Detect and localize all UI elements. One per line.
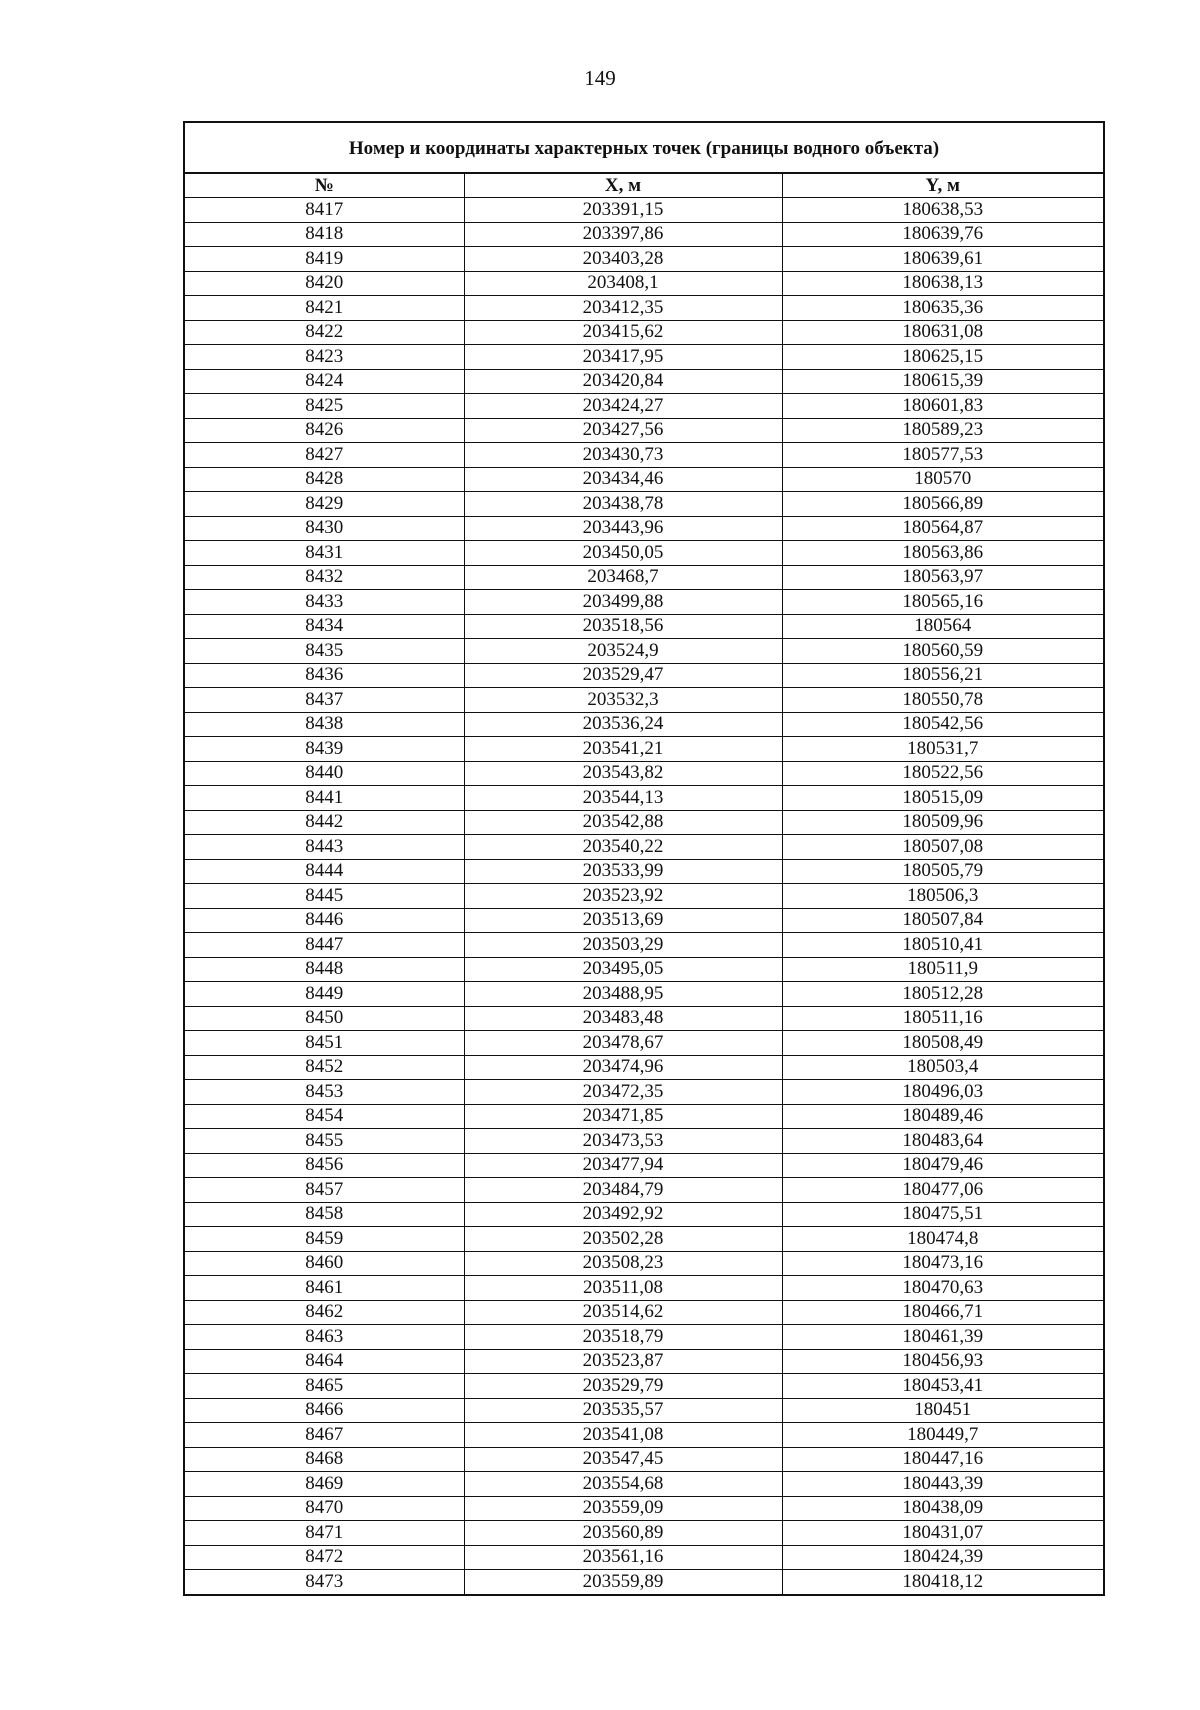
point-number-cell: 8465: [185, 1374, 464, 1399]
x-coordinate-cell: 203443,96: [464, 516, 782, 541]
y-coordinate-cell: 180496,03: [782, 1080, 1103, 1105]
point-number-cell: 8424: [185, 369, 464, 394]
y-coordinate-cell: 180438,09: [782, 1496, 1103, 1521]
table-row: [185, 565, 1103, 590]
y-coordinate-cell: 180507,08: [782, 835, 1103, 860]
table-row: [185, 516, 1103, 541]
point-number-cell: 8468: [185, 1447, 464, 1472]
x-coordinate-cell: 203477,94: [464, 1153, 782, 1178]
y-coordinate-cell: 180505,79: [782, 859, 1103, 884]
y-coordinate-cell: 180477,06: [782, 1178, 1103, 1203]
x-coordinate-cell: 203535,57: [464, 1398, 782, 1423]
y-coordinate-cell: 180470,63: [782, 1276, 1103, 1301]
x-coordinate-cell: 203488,95: [464, 982, 782, 1007]
table-header-row: [185, 174, 1103, 198]
point-number-cell: 8418: [185, 222, 464, 247]
point-number-cell: 8464: [185, 1349, 464, 1374]
point-number-cell: 8453: [185, 1080, 464, 1105]
x-coordinate-cell: 203532,3: [464, 688, 782, 713]
point-number-cell: 8429: [185, 492, 464, 517]
y-coordinate-cell: 180483,64: [782, 1129, 1103, 1154]
point-number-cell: 8439: [185, 737, 464, 762]
point-number-cell: 8430: [185, 516, 464, 541]
header-y: Y, м: [782, 174, 1103, 198]
x-coordinate-cell: 203415,62: [464, 320, 782, 345]
point-number-cell: 8437: [185, 688, 464, 713]
y-coordinate-cell: 180453,41: [782, 1374, 1103, 1399]
header-x: X, м: [464, 174, 782, 198]
table-row: [185, 1129, 1103, 1154]
table-row: [185, 1153, 1103, 1178]
x-coordinate-cell: 203492,92: [464, 1202, 782, 1227]
table-row: [185, 1251, 1103, 1276]
point-number-cell: 8423: [185, 345, 464, 370]
table-row: [185, 908, 1103, 933]
y-coordinate-cell: 180509,96: [782, 810, 1103, 835]
y-coordinate-cell: 180560,59: [782, 639, 1103, 664]
table-row: [185, 443, 1103, 468]
point-number-cell: 8447: [185, 933, 464, 958]
table-row: [185, 345, 1103, 370]
y-coordinate-cell: 180474,8: [782, 1227, 1103, 1252]
x-coordinate-cell: 203536,24: [464, 712, 782, 737]
point-number-cell: 8444: [185, 859, 464, 884]
table-row: [185, 369, 1103, 394]
table-row: [185, 957, 1103, 982]
y-coordinate-cell: 180570: [782, 467, 1103, 492]
x-coordinate-cell: 203543,82: [464, 761, 782, 786]
point-number-cell: 8471: [185, 1521, 464, 1546]
y-coordinate-cell: 180479,46: [782, 1153, 1103, 1178]
x-coordinate-cell: 203554,68: [464, 1472, 782, 1497]
table-row: [185, 1202, 1103, 1227]
table-row: [185, 1055, 1103, 1080]
table-body: [185, 198, 1103, 1594]
point-number-cell: 8440: [185, 761, 464, 786]
y-coordinate-cell: 180615,39: [782, 369, 1103, 394]
x-coordinate-cell: 203518,79: [464, 1325, 782, 1350]
table-row: [185, 859, 1103, 884]
x-coordinate-cell: 203420,84: [464, 369, 782, 394]
table-row: [185, 222, 1103, 247]
coordinates-table-frame: [183, 121, 1105, 1596]
y-coordinate-cell: 180564: [782, 614, 1103, 639]
point-number-cell: 8462: [185, 1300, 464, 1325]
x-coordinate-cell: 203561,16: [464, 1545, 782, 1570]
point-number-cell: 8438: [185, 712, 464, 737]
x-coordinate-cell: 203529,47: [464, 663, 782, 688]
y-coordinate-cell: 180475,51: [782, 1202, 1103, 1227]
table-row: [185, 712, 1103, 737]
table-row: [185, 394, 1103, 419]
x-coordinate-cell: 203495,05: [464, 957, 782, 982]
x-coordinate-cell: 203529,79: [464, 1374, 782, 1399]
x-coordinate-cell: 203434,46: [464, 467, 782, 492]
table-row: [185, 688, 1103, 713]
x-coordinate-cell: 203514,62: [464, 1300, 782, 1325]
table-row: [185, 1178, 1103, 1203]
point-number-cell: 8455: [185, 1129, 464, 1154]
y-coordinate-cell: 180510,41: [782, 933, 1103, 958]
point-number-cell: 8457: [185, 1178, 464, 1203]
x-coordinate-cell: 203483,48: [464, 1006, 782, 1031]
table-row: [185, 247, 1103, 272]
table-row: [185, 198, 1103, 223]
point-number-cell: 8467: [185, 1423, 464, 1448]
y-coordinate-cell: 180451: [782, 1398, 1103, 1423]
point-number-cell: 8442: [185, 810, 464, 835]
y-coordinate-cell: 180542,56: [782, 712, 1103, 737]
x-coordinate-cell: 203513,69: [464, 908, 782, 933]
y-coordinate-cell: 180489,46: [782, 1104, 1103, 1129]
point-number-cell: 8472: [185, 1545, 464, 1570]
x-coordinate-cell: 203472,35: [464, 1080, 782, 1105]
table-row: [185, 1104, 1103, 1129]
y-coordinate-cell: 180503,4: [782, 1055, 1103, 1080]
x-coordinate-cell: 203391,15: [464, 198, 782, 223]
table-row: [185, 1276, 1103, 1301]
table-row: [185, 1300, 1103, 1325]
y-coordinate-cell: 180506,3: [782, 884, 1103, 909]
x-coordinate-cell: 203503,29: [464, 933, 782, 958]
table-row: [185, 982, 1103, 1007]
point-number-cell: 8433: [185, 590, 464, 615]
point-number-cell: 8454: [185, 1104, 464, 1129]
x-coordinate-cell: 203533,99: [464, 859, 782, 884]
table-row: [185, 1447, 1103, 1472]
table-row: [185, 296, 1103, 321]
table-row: [185, 933, 1103, 958]
table-row: [185, 541, 1103, 566]
header-number: №: [185, 174, 464, 198]
x-coordinate-cell: 203559,89: [464, 1570, 782, 1594]
x-coordinate-cell: 203412,35: [464, 296, 782, 321]
point-number-cell: 8435: [185, 639, 464, 664]
point-number-cell: 8427: [185, 443, 464, 468]
point-number-cell: 8461: [185, 1276, 464, 1301]
point-number-cell: 8460: [185, 1251, 464, 1276]
y-coordinate-cell: 180461,39: [782, 1325, 1103, 1350]
x-coordinate-cell: 203499,88: [464, 590, 782, 615]
y-coordinate-cell: 180563,86: [782, 541, 1103, 566]
x-coordinate-cell: 203478,67: [464, 1031, 782, 1056]
x-coordinate-cell: 203547,45: [464, 1447, 782, 1472]
y-coordinate-cell: 180507,84: [782, 908, 1103, 933]
table-row: [185, 1031, 1103, 1056]
point-number-cell: 8458: [185, 1202, 464, 1227]
point-number-cell: 8445: [185, 884, 464, 909]
y-coordinate-cell: 180589,23: [782, 418, 1103, 443]
table-row: [185, 761, 1103, 786]
y-coordinate-cell: 180522,56: [782, 761, 1103, 786]
x-coordinate-cell: 203473,53: [464, 1129, 782, 1154]
x-coordinate-cell: 203540,22: [464, 835, 782, 860]
table-row: [185, 1521, 1103, 1546]
point-number-cell: 8443: [185, 835, 464, 860]
point-number-cell: 8432: [185, 565, 464, 590]
y-coordinate-cell: 180508,49: [782, 1031, 1103, 1056]
table-row: [185, 1080, 1103, 1105]
x-coordinate-cell: 203541,21: [464, 737, 782, 762]
x-coordinate-cell: 203474,96: [464, 1055, 782, 1080]
table-row: [185, 614, 1103, 639]
point-number-cell: 8449: [185, 982, 464, 1007]
table-row: [185, 590, 1103, 615]
x-coordinate-cell: 203430,73: [464, 443, 782, 468]
y-coordinate-cell: 180625,15: [782, 345, 1103, 370]
y-coordinate-cell: 180449,7: [782, 1423, 1103, 1448]
y-coordinate-cell: 180639,76: [782, 222, 1103, 247]
x-coordinate-cell: 203544,13: [464, 786, 782, 811]
y-coordinate-cell: 180556,21: [782, 663, 1103, 688]
table-row: [185, 467, 1103, 492]
y-coordinate-cell: 180473,16: [782, 1251, 1103, 1276]
x-coordinate-cell: 203542,88: [464, 810, 782, 835]
y-coordinate-cell: 180639,61: [782, 247, 1103, 272]
y-coordinate-cell: 180564,87: [782, 516, 1103, 541]
x-coordinate-cell: 203508,23: [464, 1251, 782, 1276]
y-coordinate-cell: 180550,78: [782, 688, 1103, 713]
x-coordinate-cell: 203541,08: [464, 1423, 782, 1448]
table-row: [185, 492, 1103, 517]
table-title: Номер и координаты характерных точек (границы водного объекта): [185, 123, 1103, 174]
x-coordinate-cell: 203511,08: [464, 1276, 782, 1301]
x-coordinate-cell: 203417,95: [464, 345, 782, 370]
table-row: [185, 1496, 1103, 1521]
y-coordinate-cell: 180563,97: [782, 565, 1103, 590]
x-coordinate-cell: 203524,9: [464, 639, 782, 664]
y-coordinate-cell: 180638,53: [782, 198, 1103, 223]
table-row: [185, 1423, 1103, 1448]
point-number-cell: 8446: [185, 908, 464, 933]
point-number-cell: 8452: [185, 1055, 464, 1080]
table-row: [185, 418, 1103, 443]
y-coordinate-cell: 180424,39: [782, 1545, 1103, 1570]
x-coordinate-cell: 203397,86: [464, 222, 782, 247]
point-number-cell: 8470: [185, 1496, 464, 1521]
x-coordinate-cell: 203403,28: [464, 247, 782, 272]
table-row: [185, 320, 1103, 345]
x-coordinate-cell: 203450,05: [464, 541, 782, 566]
point-number-cell: 8451: [185, 1031, 464, 1056]
y-coordinate-cell: 180511,9: [782, 957, 1103, 982]
x-coordinate-cell: 203523,87: [464, 1349, 782, 1374]
table-row: [185, 835, 1103, 860]
x-coordinate-cell: 203471,85: [464, 1104, 782, 1129]
y-coordinate-cell: 180466,71: [782, 1300, 1103, 1325]
table-row: [185, 1570, 1103, 1594]
table-row: [185, 1374, 1103, 1399]
table-row: [185, 1545, 1103, 1570]
point-number-cell: 8419: [185, 247, 464, 272]
table-row: [185, 1227, 1103, 1252]
point-number-cell: 8431: [185, 541, 464, 566]
y-coordinate-cell: 180447,16: [782, 1447, 1103, 1472]
x-coordinate-cell: 203408,1: [464, 271, 782, 296]
y-coordinate-cell: 180531,7: [782, 737, 1103, 762]
page-number: 149: [584, 66, 616, 90]
point-number-cell: 8441: [185, 786, 464, 811]
y-coordinate-cell: 180565,16: [782, 590, 1103, 615]
x-coordinate-cell: 203523,92: [464, 884, 782, 909]
point-number-cell: 8448: [185, 957, 464, 982]
point-number-cell: 8428: [185, 467, 464, 492]
y-coordinate-cell: 180515,09: [782, 786, 1103, 811]
table-row: [185, 1325, 1103, 1350]
table-row: [185, 663, 1103, 688]
y-coordinate-cell: 180638,13: [782, 271, 1103, 296]
y-coordinate-cell: 180601,83: [782, 394, 1103, 419]
y-coordinate-cell: 180635,36: [782, 296, 1103, 321]
y-coordinate-cell: 180443,39: [782, 1472, 1103, 1497]
point-number-cell: 8463: [185, 1325, 464, 1350]
point-number-cell: 8450: [185, 1006, 464, 1031]
table-row: [185, 786, 1103, 811]
point-number-cell: 8456: [185, 1153, 464, 1178]
table-row: [185, 1349, 1103, 1374]
point-number-cell: 8473: [185, 1570, 464, 1594]
point-number-cell: 8422: [185, 320, 464, 345]
x-coordinate-cell: 203560,89: [464, 1521, 782, 1546]
x-coordinate-cell: 203427,56: [464, 418, 782, 443]
y-coordinate-cell: 180577,53: [782, 443, 1103, 468]
x-coordinate-cell: 203559,09: [464, 1496, 782, 1521]
table-row: [185, 810, 1103, 835]
table-row: [185, 639, 1103, 664]
point-number-cell: 8434: [185, 614, 464, 639]
x-coordinate-cell: 203502,28: [464, 1227, 782, 1252]
x-coordinate-cell: 203484,79: [464, 1178, 782, 1203]
point-number-cell: 8421: [185, 296, 464, 321]
point-number-cell: 8420: [185, 271, 464, 296]
y-coordinate-cell: 180418,12: [782, 1570, 1103, 1594]
y-coordinate-cell: 180456,93: [782, 1349, 1103, 1374]
table-row: [185, 1006, 1103, 1031]
table-row: [185, 1398, 1103, 1423]
table-row: [185, 271, 1103, 296]
y-coordinate-cell: 180566,89: [782, 492, 1103, 517]
y-coordinate-cell: 180512,28: [782, 982, 1103, 1007]
y-coordinate-cell: 180631,08: [782, 320, 1103, 345]
table-row: [185, 884, 1103, 909]
point-number-cell: 8459: [185, 1227, 464, 1252]
x-coordinate-cell: 203438,78: [464, 492, 782, 517]
point-number-cell: 8426: [185, 418, 464, 443]
y-coordinate-cell: 180431,07: [782, 1521, 1103, 1546]
x-coordinate-cell: 203424,27: [464, 394, 782, 419]
table-row: [185, 1472, 1103, 1497]
point-number-cell: 8417: [185, 198, 464, 223]
point-number-cell: 8466: [185, 1398, 464, 1423]
point-number-cell: 8425: [185, 394, 464, 419]
x-coordinate-cell: 203518,56: [464, 614, 782, 639]
y-coordinate-cell: 180511,16: [782, 1006, 1103, 1031]
point-number-cell: 8436: [185, 663, 464, 688]
table-row: [185, 737, 1103, 762]
coordinates-table: [185, 174, 1103, 1594]
x-coordinate-cell: 203468,7: [464, 565, 782, 590]
point-number-cell: 8469: [185, 1472, 464, 1497]
